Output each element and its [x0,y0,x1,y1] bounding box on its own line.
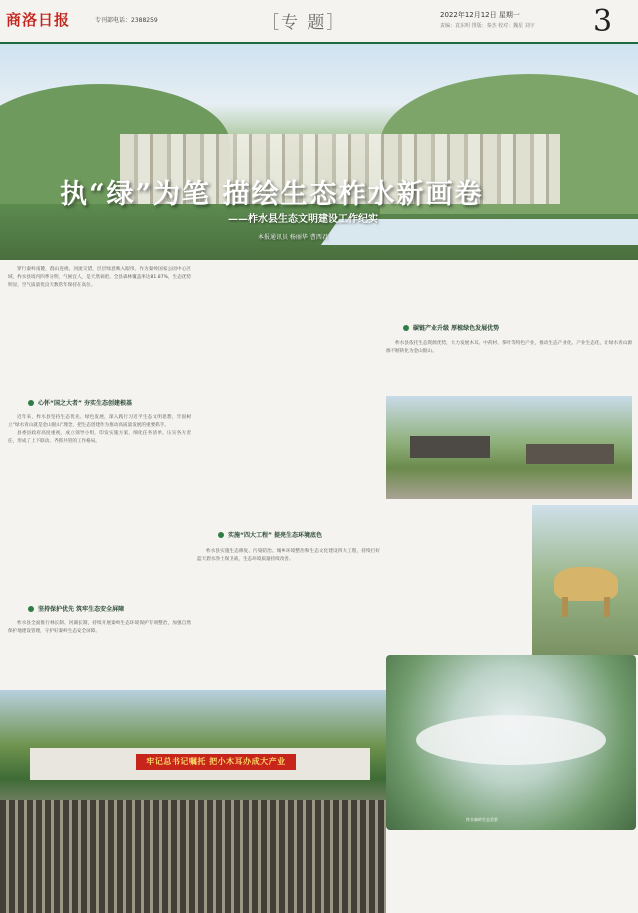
masthead [0,0,638,44]
slogan-banner: 牢记总书记嘱托 把小木耳办成大产业 [136,754,296,770]
section3-p1: 柞水县实施生态修复、污染防治、城乡环境整治和生态文化建设四大工程，持续打好蓝天碧水净土保卫战，生态环境质量持续改善。 [197,549,380,562]
section2-p1: 柞水县全面推行林长制、河湖长制，持续开展秦岭生态环境保护专项整治，加强自然保护地建设管理，守护好秦岭生态安全屏障。 [8,621,191,634]
section3-heading: 实施“四大工程” 提亮生态环境底色 [218,530,322,539]
section2-body [8,620,191,686]
section3-body [197,548,380,686]
leaf-icon [403,325,409,331]
fungus-rows [0,800,386,913]
hero-photo [0,44,638,260]
editors-line: 责编：袁东明 排版：秦杰 校对：魏星 刘宇 [440,23,535,29]
leaf-icon [28,606,34,612]
newspaper-logo: 商洛日报 [6,11,71,29]
section4-p1: 柞水县依托生态资源优势，大力发展木耳、中药材、茶叶等特色产业，推动生态产业化、产业生态化，让绿水青山源源不断转化为金山银山。 [386,341,632,354]
intro-paragraph: 穿行秦岭南麓，群山连绵，河流交错，层层绿意映入眼帘。作为秦岭国家公园中心区域，柞水县境内四季分明，气候宜人，是天然氧吧。全县森林覆盖率达81.87%，生态优势明显，空气质量优良天数常年保持在高位。 [8,267,191,288]
fungus-farm-photo [0,690,386,913]
leaf-icon [28,400,34,406]
issue-date: 2022年12月12日 星期一 [440,11,520,19]
house-roof [526,444,614,464]
mountain-cloud-photo [386,655,636,830]
photo-caption: 柞水秦岭生态美景 [466,817,498,822]
section1-p1: 近年来，柞水县坚持生态优先、绿色发展，深入践行习近平生态文明思想，牢固树立“绿水青山就是金山银山”理念，把生态创建作为推动高质量发展的重要抓手。 [8,415,191,428]
leaf-icon [218,532,224,538]
section2-heading: 坚持保护优先 筑牢生态安全屏障 [28,604,124,613]
section-label: ［专 题］ [262,13,346,33]
section4-body [386,340,632,394]
takin-photo [532,505,638,655]
hotline: 专刊部电话：2388259 [95,17,158,24]
cloud-sea [416,715,606,765]
house-roof [410,436,490,458]
byline: 本报通讯员 杨丽华 曹西君 [258,234,328,241]
section1-heading: 心怀“国之大者” 夯实生态创建根基 [28,398,132,407]
village-photo [386,396,632,499]
page-number: 3 [593,4,613,39]
section1-body [8,414,191,614]
headline: 执“绿”为笔 描绘生态柞水新画卷 [60,179,484,210]
section1-p2: 县委县政府高度重视，成立领导小组，印发实施方案，细化任务清单，压实各方责任，形成了上下联动、齐抓共管的工作格局。 [8,431,191,444]
takin-body [554,567,618,601]
section4-heading: 碳链产业升级 厚植绿色发展优势 [403,323,499,332]
subheadline: ——柞水县生态文明建设工作纪实 [228,214,378,225]
